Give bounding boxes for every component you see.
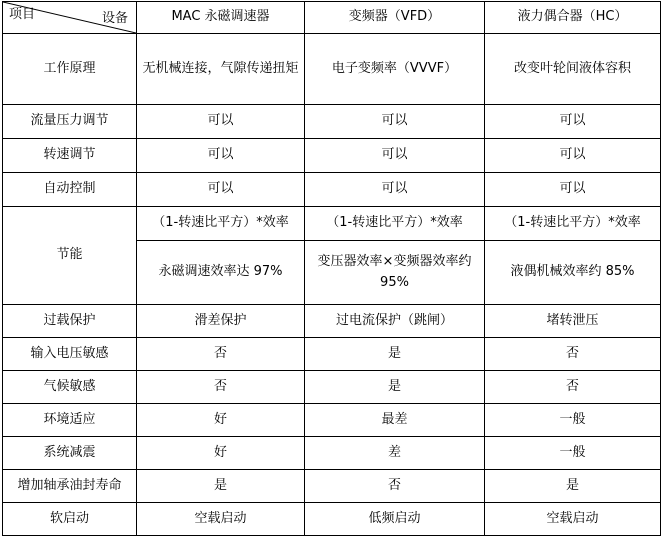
cell-hc: 是: [485, 470, 661, 503]
header-row: [3, 2, 661, 34]
cell-hc: 一般: [485, 404, 661, 437]
cell-vfd: 最差: [305, 404, 485, 437]
cell-hc: 可以: [485, 139, 661, 173]
cell-mac: 好: [137, 404, 305, 437]
cell-mac: 可以: [137, 139, 305, 173]
cell-hc: 空载启动: [485, 503, 661, 536]
row-label: 流量压力调节: [3, 105, 137, 139]
cell-vfd: 可以: [305, 139, 485, 173]
cell-mac: 可以: [137, 173, 305, 207]
row-label: 自动控制: [3, 173, 137, 207]
row-label: 系统减震: [3, 437, 137, 470]
table-row: [3, 34, 661, 105]
row-label: 环境适应: [3, 404, 137, 437]
cell-hc: 堵转泄压: [485, 305, 661, 338]
cell-hc: 否: [485, 371, 661, 404]
corner-device-label: 设备: [101, 11, 128, 26]
cell-mac: 好: [137, 437, 305, 470]
cell-vfd: 是: [305, 371, 485, 404]
cell-hc: 一般: [485, 437, 661, 470]
cell-mac: 可以: [137, 105, 305, 139]
table-row: [3, 105, 661, 139]
efficiency-hc: 液偶机械效率约 85%: [485, 241, 661, 305]
row-label: 气候敏感: [3, 371, 137, 404]
table-row: [3, 404, 661, 437]
cell-vfd: 电子变频率（VVVF）: [305, 34, 485, 105]
row-label: 软启动: [3, 503, 137, 536]
table-row: [3, 470, 661, 503]
cell-mac: 否: [137, 371, 305, 404]
cell-mac: 是: [137, 470, 305, 503]
row-label: 增加轴承油封寿命: [3, 470, 137, 503]
table-row: [3, 338, 661, 371]
formula-mac: （1-转速比平方）*效率: [137, 207, 305, 241]
energy-label: 节能: [3, 207, 137, 305]
corner-item-label: 项目: [9, 7, 36, 22]
efficiency-mac: 永磁调速效率达 97%: [137, 241, 305, 305]
table-row: [3, 139, 661, 173]
cell-mac: 空载启动: [137, 503, 305, 536]
cell-mac: 滑差保护: [137, 305, 305, 338]
table-row: [3, 305, 661, 338]
table-row: [3, 371, 661, 404]
table-row: [3, 503, 661, 536]
formula-vfd: （1-转速比平方）*效率: [305, 207, 485, 241]
cell-vfd: 可以: [305, 173, 485, 207]
cell-hc: 可以: [485, 105, 661, 139]
comparison-table: [2, 1, 661, 536]
cell-hc: 改变叶轮间液体容积: [485, 34, 661, 105]
header-hc: 液力偶合器（HC）: [485, 2, 661, 34]
energy-formula-row: [3, 207, 661, 241]
table-row: [3, 173, 661, 207]
cell-hc: 否: [485, 338, 661, 371]
row-label: 过载保护: [3, 305, 137, 338]
cell-vfd: 差: [305, 437, 485, 470]
table-row: [3, 437, 661, 470]
row-label: 输入电压敏感: [3, 338, 137, 371]
row-label: 工作原理: [3, 34, 137, 105]
formula-hc: （1-转速比平方）*效率: [485, 207, 661, 241]
header-mac: MAC 永磁调速器: [137, 2, 305, 34]
cell-vfd: 否: [305, 470, 485, 503]
cell-vfd: 过电流保护（跳闸）: [305, 305, 485, 338]
header-corner-cell: [3, 2, 137, 34]
cell-hc: 可以: [485, 173, 661, 207]
header-vfd: 变频器（VFD）: [305, 2, 485, 34]
cell-vfd: 可以: [305, 105, 485, 139]
row-label: 转速调节: [3, 139, 137, 173]
efficiency-vfd: 变压器效率×变频器效率约 95%: [305, 241, 485, 305]
cell-mac: 否: [137, 338, 305, 371]
cell-mac: 无机械连接，气隙传递扭矩: [137, 34, 305, 105]
cell-vfd: 是: [305, 338, 485, 371]
cell-vfd: 低频启动: [305, 503, 485, 536]
